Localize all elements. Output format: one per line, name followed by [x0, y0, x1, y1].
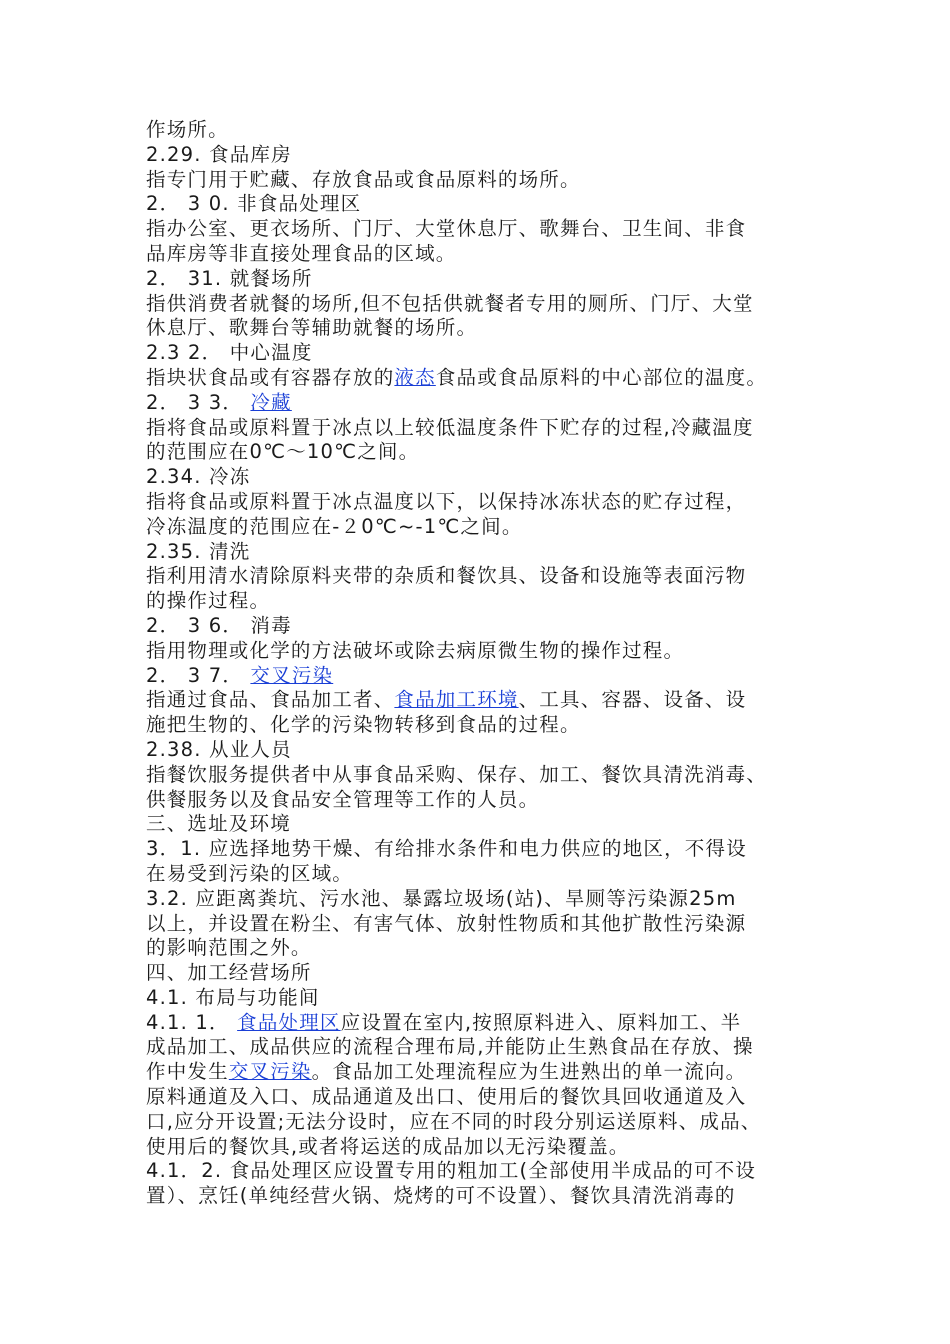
- text-segment: 使用后的餐饮具,或者将运送的成品加以无污染覆盖。: [146, 1134, 630, 1158]
- text-line: [146, 143, 810, 168]
- text-segment: 应设置在室内,按照原料进入、原料加工、半: [340, 1010, 742, 1034]
- text-line: [146, 292, 810, 317]
- text-line: [146, 366, 810, 391]
- text-segment: 2． 31. 就餐场所: [146, 266, 313, 290]
- text-line: [146, 540, 810, 565]
- text-segment: 指利用清水清除原料夹带的杂质和餐饮具、设备和设施等表面污物: [146, 564, 747, 588]
- text-segment: 休息厅、歌舞台等辅助就餐的场所。: [146, 316, 478, 340]
- hyperlink[interactable]: 食品加工环境: [394, 688, 519, 712]
- text-line: [146, 1085, 810, 1110]
- text-line: [146, 738, 810, 763]
- text-segment: 供餐服务以及食品安全管理等工作的人员。: [146, 787, 540, 811]
- text-segment: 4.1．2. 食品处理区应设置专用的粗加工(全部使用半成品的可不设: [146, 1159, 757, 1183]
- text-segment: 的影响范围之外。: [146, 936, 312, 960]
- text-segment: 的范围应在0℃～10℃之间。: [146, 440, 420, 464]
- text-line: [146, 812, 810, 837]
- text-line: [146, 614, 810, 639]
- text-line: [146, 515, 810, 540]
- text-line: [146, 564, 810, 589]
- text-segment: 2． 3 3．: [146, 390, 251, 414]
- hyperlink[interactable]: 交叉污染: [228, 1060, 312, 1084]
- text-line: [146, 168, 810, 193]
- text-line: [146, 961, 810, 986]
- text-line: [146, 763, 810, 788]
- text-line: [146, 936, 810, 961]
- text-line: [146, 664, 810, 689]
- text-segment: 4.1. 布局与功能间: [146, 985, 320, 1009]
- text-line: [146, 316, 810, 341]
- text-segment: 口,应分开设置;无法分设时，应在不同的时段分别运送原料、成品、: [146, 1109, 762, 1133]
- text-segment: 指将食品或原料置于冰点温度以下，以保持冰冻状态的贮存过程，: [146, 489, 747, 513]
- text-line: [146, 217, 810, 242]
- text-line: [146, 391, 810, 416]
- text-line: [146, 887, 810, 912]
- document-body: [146, 118, 810, 1209]
- text-line: [146, 837, 810, 862]
- text-segment: 4.1. 1．: [146, 1010, 238, 1034]
- text-line: [146, 1135, 810, 1160]
- text-segment: 2． 3 7．: [146, 663, 251, 687]
- text-line: [146, 1110, 810, 1135]
- text-segment: 四、加工经营场所: [146, 961, 312, 985]
- text-line: [146, 688, 810, 713]
- text-line: [146, 639, 810, 664]
- hyperlink[interactable]: 交叉污染: [250, 663, 334, 687]
- text-segment: 2.3 2． 中心温度: [146, 341, 313, 365]
- text-line: [146, 465, 810, 490]
- text-segment: 指办公室、更衣场所、门厅、大堂休息厅、歌舞台、卫生间、非食: [146, 217, 747, 241]
- text-segment: 品库房等非直接处理食品的区域。: [146, 241, 457, 265]
- text-segment: 的操作过程。: [146, 589, 271, 613]
- text-line: [146, 1159, 810, 1184]
- text-line: [146, 440, 810, 465]
- text-segment: 3．1. 应选择地势干燥、有给排水条件和电力供应的地区，不得设: [146, 837, 747, 861]
- text-segment: 施把生物的、化学的污染物转移到食品的过程。: [146, 713, 581, 737]
- text-line: [146, 1035, 810, 1060]
- text-segment: 在易受到污染的区域。: [146, 861, 354, 885]
- text-segment: 指通过食品、食品加工者、: [146, 688, 395, 712]
- text-segment: 2.29. 食品库房: [146, 142, 292, 166]
- text-line: [146, 192, 810, 217]
- text-segment: 2.35. 清洗: [146, 539, 251, 563]
- text-line: [146, 788, 810, 813]
- text-segment: 指用物理或化学的方法破坏或除去病原微生物的操作过程。: [146, 638, 685, 662]
- text-segment: 、工具、容器、设备、设: [518, 688, 747, 712]
- text-segment: 。食品加工处理流程应为生进熟出的单一流向。: [311, 1060, 747, 1084]
- text-line: [146, 416, 810, 441]
- text-line: [146, 242, 810, 267]
- text-segment: 指块状食品或有容器存放的: [146, 365, 395, 389]
- text-segment: 指供消费者就餐的场所,但不包括供就餐者专用的厕所、门厅、大堂: [146, 291, 754, 315]
- text-segment: 3.2. 应距离粪坑、污水池、暴露垃圾场(站)、旱厕等污染源25m: [146, 886, 737, 910]
- text-line: [146, 341, 810, 366]
- text-segment: 成品加工、成品供应的流程合理布局,并能防止生熟食品在存放、操: [146, 1035, 754, 1059]
- text-line: [146, 713, 810, 738]
- text-line: [146, 912, 810, 937]
- text-segment: 2.34. 冷冻: [146, 465, 251, 489]
- text-segment: 作中发生: [146, 1060, 229, 1084]
- text-segment: 指将食品或原料置于冰点以上较低温度条件下贮存的过程,冷藏温度: [146, 415, 754, 439]
- text-line: [146, 118, 810, 143]
- text-segment: 原料通道及入口、成品通道及出口、使用后的餐饮具回收通道及入: [146, 1085, 747, 1109]
- text-segment: 以上，并设置在粉尘、有害气体、放射性物质和其他扩散性污染源: [146, 911, 747, 935]
- hyperlink[interactable]: 食品处理区: [237, 1010, 341, 1034]
- text-line: [146, 1184, 810, 1209]
- text-line: [146, 1011, 810, 1036]
- text-segment: 2.38. 从业人员: [146, 737, 292, 761]
- text-segment: 作场所。: [146, 118, 229, 141]
- text-line: [146, 986, 810, 1011]
- text-segment: 2． 3 0. 非食品处理区: [146, 192, 362, 216]
- text-line: [146, 862, 810, 887]
- text-line: [146, 267, 810, 292]
- text-segment: 置）、烹饪(单纯经营火锅、烧烤的可不设置）、餐饮具清洗消毒的: [146, 1184, 736, 1208]
- hyperlink[interactable]: 液态: [394, 365, 436, 389]
- text-segment: 指专门用于贮藏、存放食品或食品原料的场所。: [146, 167, 581, 191]
- text-line: [146, 1060, 810, 1085]
- text-line: [146, 589, 810, 614]
- hyperlink[interactable]: 冷藏: [250, 390, 292, 414]
- text-segment: 指餐饮服务提供者中从事食品采购、保存、加工、餐饮具清洗消毒、: [146, 762, 768, 786]
- text-segment: 三、选址及环境: [146, 812, 291, 836]
- text-segment: 2． 3 6． 消毒: [146, 613, 292, 637]
- text-segment: 冷冻温度的范围应在-２0℃~-1℃之间。: [146, 514, 523, 538]
- text-line: [146, 490, 810, 515]
- text-segment: 食品或食品原料的中心部位的温度。: [435, 365, 768, 389]
